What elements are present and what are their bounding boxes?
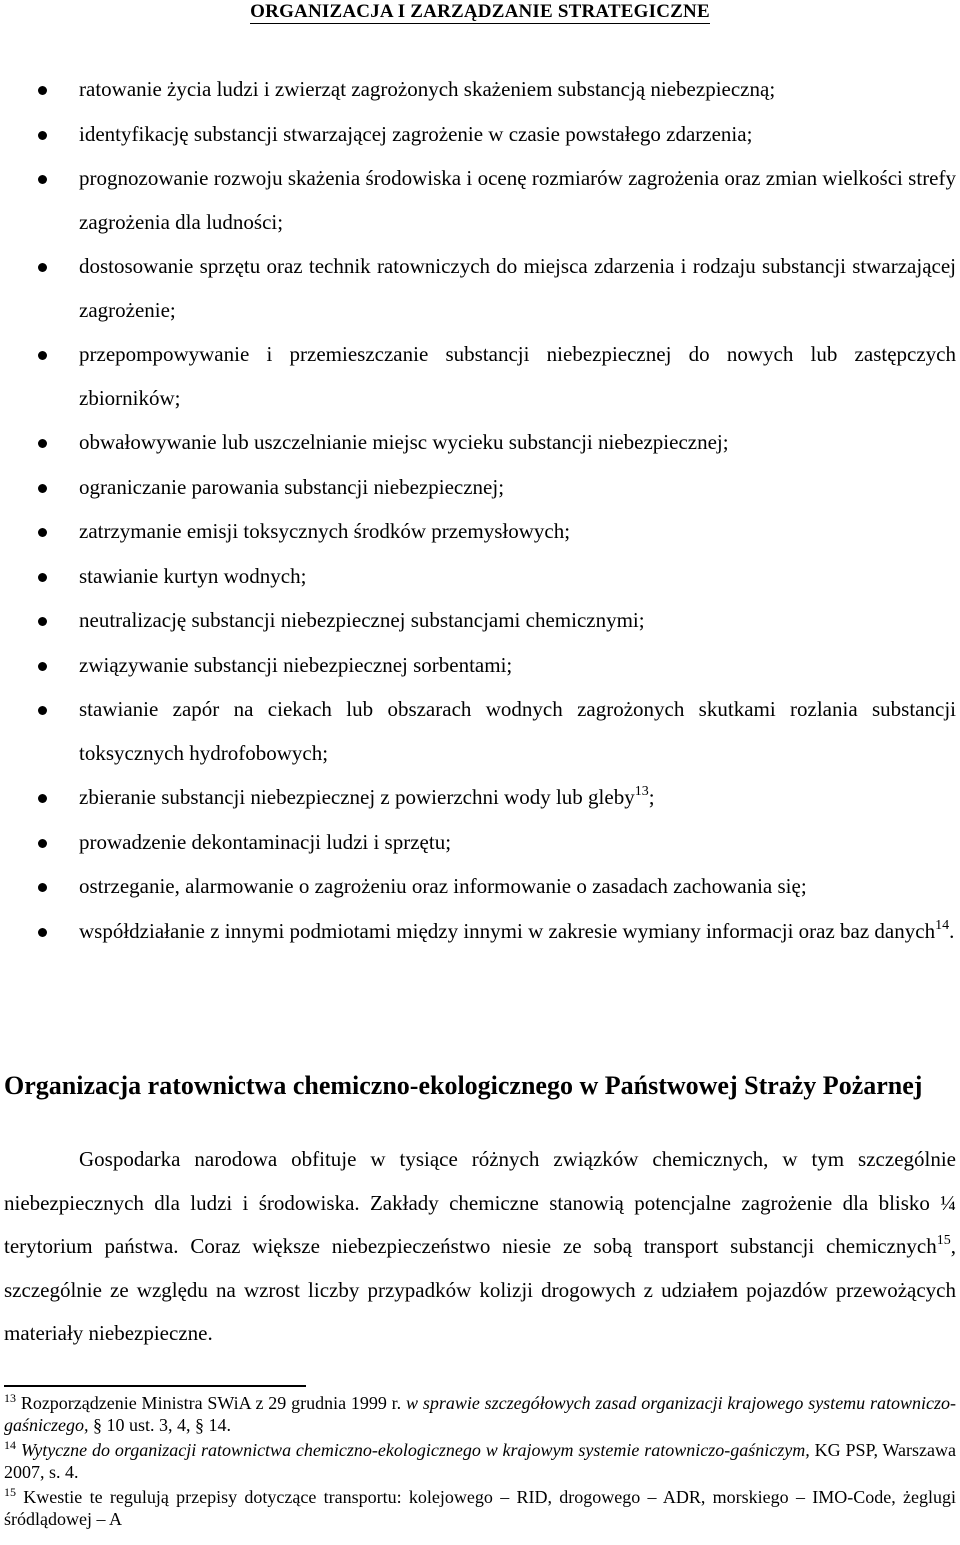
- list-item-text: związywanie substancji niebezpiecznej sorbentami;: [79, 652, 513, 677]
- list-item-text: stawianie zapór na ciekach lub obszarach wodnych zagrożonych skutkami rozlania substancji toksycznych hydrofobowych;: [79, 697, 956, 765]
- bullet-icon: [38, 439, 47, 448]
- list-item: [0, 644, 960, 688]
- list-item-text: ratowanie życia ludzi i zwierząt zagrożonych skażeniem substancją niebezpieczną;: [79, 77, 776, 101]
- footnote-italic: w sprawie szczegółowych zasad organizacji krajowego systemu ratowniczo-gaśniczego,: [4, 1393, 956, 1435]
- bullet-icon: [38, 617, 47, 626]
- paragraph-text: Gospodarka narodowa obfituje w tysiące różnych związków chemicznych, w tym szczególnie niebezpiecznych dla ludzi i środowiska. Zakłady chemiczne stanowią potencjalne zagrożenie dla blisko ¼ terytorium państwa. Coraz większe niebezpieczeństwo niesie ze sobą transport substancji chemicznych: [4, 1147, 956, 1258]
- bullet-icon: [38, 839, 47, 848]
- list-item: [0, 599, 960, 643]
- footnote-ref[interactable]: 13: [634, 784, 649, 799]
- footnote: [4, 1486, 956, 1530]
- list-item: [0, 113, 960, 157]
- footnote: [4, 1439, 956, 1483]
- list-item: [0, 776, 960, 820]
- footnotes: [4, 1392, 956, 1533]
- list-item-text: identyfikację substancji stwarzającej zagrożenie w czasie powstałego zdarzenia;: [79, 121, 753, 146]
- footnote-number: 15: [4, 1485, 16, 1499]
- list-item-tail: ;: [648, 785, 655, 809]
- bullet-icon: [38, 175, 47, 184]
- bullet-icon: [38, 573, 47, 582]
- list-item-text: prowadzenie dekontaminacji ludzi i sprzętu;: [79, 829, 452, 854]
- header-title: ORGANIZACJA I ZARZĄDZANIE STRATEGICZNE: [250, 1, 710, 22]
- bullet-icon: [38, 351, 47, 360]
- list-item: [0, 865, 960, 909]
- list-item-text: prognozowanie rozwoju skażenia środowiska i ocenę rozmiarów zagrożenia oraz zmian wielkości strefy zagrożenia dla ludności;: [79, 166, 956, 234]
- list-item-tail: .: [949, 918, 955, 943]
- list-item-text: przepompowywanie i przemieszczanie substancji niebezpiecznej do nowych lub zastępczych zbiorników;: [79, 342, 956, 410]
- bullet-icon: [38, 528, 47, 537]
- list-item-text: dostosowanie sprzętu oraz technik ratowniczych do miejsca zdarzenia i rodzaju substancji stwarzającej zagrożenie;: [79, 254, 956, 322]
- footnote-ref[interactable]: 14: [935, 917, 950, 933]
- list-item: [0, 688, 960, 775]
- list-item: [0, 510, 960, 554]
- section-heading: Organizacja ratownictwa chemiczno-ekologicznego w Państwowej Straży Pożarnej: [4, 1070, 923, 1100]
- list-item: [0, 333, 960, 420]
- list-item-text: obwałowywanie lub uszczelnianie miejsc wycieku substancji niebezpiecznej;: [79, 430, 729, 454]
- running-header: [0, 0, 960, 24]
- bullet-icon: [38, 928, 47, 937]
- list-item: [0, 157, 960, 244]
- footnote-ref[interactable]: 15: [936, 1233, 951, 1248]
- list-item-text: zbieranie substancji niebezpiecznej z powierzchni wody lub gleby: [79, 785, 635, 809]
- footnote-separator: [4, 1385, 306, 1387]
- list-item-text: zatrzymanie emisji toksycznych środków przemysłowych;: [79, 519, 571, 543]
- bullet-icon: [38, 706, 47, 715]
- list-item: [0, 245, 960, 332]
- bullet-icon: [38, 662, 47, 671]
- bullet-icon: [38, 794, 47, 803]
- footnote-text: Rozporządzenie Ministra SWiA z 29 grudnia 1999 r.: [20, 1393, 406, 1413]
- list-item: [0, 555, 960, 599]
- bullet-icon: [38, 883, 47, 892]
- list-item-text: neutralizację substancji niebezpiecznej substancjami chemicznymi;: [79, 608, 645, 632]
- bullet-icon: [38, 86, 47, 95]
- footnote-italic: Wytyczne do organizacji ratownictwa chemiczno-ekologicznego w krajowym systemie ratowniczo-gaśniczym,: [20, 1440, 810, 1460]
- footnote-number: 14: [4, 1438, 16, 1452]
- body-paragraph: [4, 1138, 956, 1356]
- list-item: [0, 421, 960, 465]
- paragraph-text-cont: , szczególnie ze względu na wzrost liczby przypadków kolizji drogowych z udziałem pojazdów przewożących materiały niebezpieczne.: [4, 1234, 956, 1345]
- list-item: [0, 910, 960, 954]
- footnote: [4, 1392, 956, 1436]
- bullet-icon: [38, 131, 47, 140]
- list-item-text: ograniczanie parowania substancji niebezpiecznej;: [79, 474, 505, 499]
- bullet-icon: [38, 263, 47, 272]
- footnote-text: Kwestie te regulują przepisy dotyczące transportu: kolejowego – RID, drogowego – ADR, morskiego – IMO-Code, żeglugi śródlądowej – A: [4, 1487, 956, 1529]
- footnote-number: 13: [4, 1391, 16, 1405]
- list-item: [0, 68, 960, 112]
- list-item-text: ostrzeganie, alarmowanie o zagrożeniu oraz informowanie o zasadach zachowania się;: [79, 874, 807, 898]
- list-item: [0, 466, 960, 510]
- footnote-text-end: § 10 ust. 3, 4, § 14.: [88, 1415, 232, 1435]
- action-list: [0, 68, 960, 954]
- footnote-text-end: KG PSP, Warszawa 2007, s. 4.: [4, 1440, 957, 1482]
- list-item-text: stawianie kurtyn wodnych;: [79, 563, 307, 588]
- list-item-text: współdziałanie z innymi podmiotami między innymi w zakresie wymiany informacji oraz baz danych: [79, 918, 936, 943]
- bullet-icon: [38, 484, 47, 493]
- list-item: [0, 821, 960, 865]
